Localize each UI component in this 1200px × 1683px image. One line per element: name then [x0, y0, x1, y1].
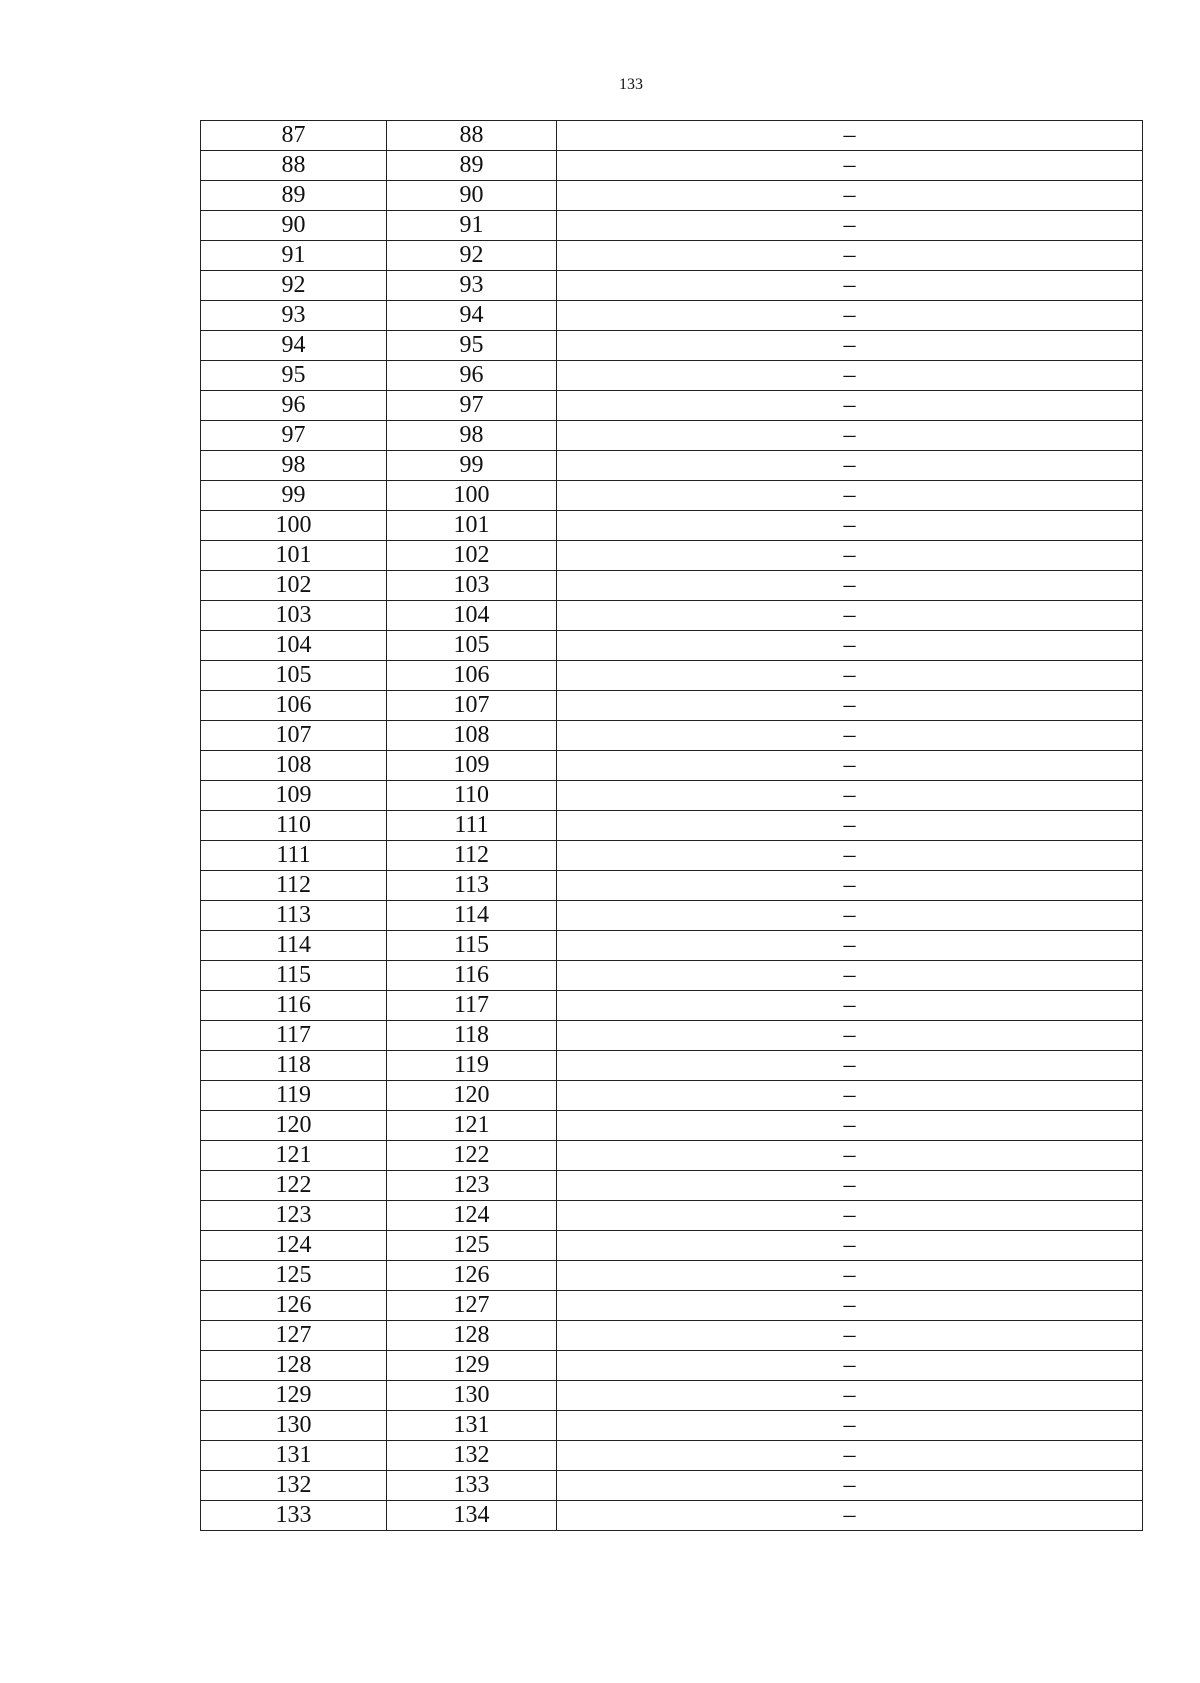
cell-value: –: [557, 481, 1143, 511]
cell-value: –: [557, 1081, 1143, 1111]
cell-from: 112: [201, 871, 387, 901]
table-row: [201, 1501, 1143, 1531]
data-table: [200, 120, 1143, 1531]
cell-to: 121: [387, 1111, 557, 1141]
cell-value: –: [557, 841, 1143, 871]
cell-to: 103: [387, 571, 557, 601]
table-row: [201, 391, 1143, 421]
table-row: [201, 571, 1143, 601]
table-row: [201, 1351, 1143, 1381]
cell-from: 95: [201, 361, 387, 391]
cell-value: –: [557, 241, 1143, 271]
table-row: [201, 1051, 1143, 1081]
cell-from: 126: [201, 1291, 387, 1321]
cell-from: 103: [201, 601, 387, 631]
table-row: [201, 361, 1143, 391]
cell-value: –: [557, 511, 1143, 541]
table-row: [201, 661, 1143, 691]
cell-value: –: [557, 451, 1143, 481]
table-row: [201, 421, 1143, 451]
table-row: [201, 331, 1143, 361]
table-row: [201, 1081, 1143, 1111]
cell-value: –: [557, 931, 1143, 961]
page-number: 133: [619, 76, 643, 93]
cell-to: 109: [387, 751, 557, 781]
cell-to: 116: [387, 961, 557, 991]
cell-value: –: [557, 541, 1143, 571]
cell-from: 111: [201, 841, 387, 871]
table-row: [201, 1261, 1143, 1291]
cell-to: 93: [387, 271, 557, 301]
table-row: [201, 1141, 1143, 1171]
cell-value: –: [557, 1261, 1143, 1291]
cell-value: –: [557, 871, 1143, 901]
cell-to: 134: [387, 1501, 557, 1531]
table-row: [201, 901, 1143, 931]
cell-to: 102: [387, 541, 557, 571]
cell-from: 92: [201, 271, 387, 301]
cell-value: –: [557, 421, 1143, 451]
cell-value: –: [557, 901, 1143, 931]
cell-to: 115: [387, 931, 557, 961]
cell-from: 120: [201, 1111, 387, 1141]
cell-from: 102: [201, 571, 387, 601]
cell-to: 118: [387, 1021, 557, 1051]
cell-value: –: [557, 391, 1143, 421]
table-row: [201, 181, 1143, 211]
cell-value: –: [557, 571, 1143, 601]
cell-to: 123: [387, 1171, 557, 1201]
cell-from: 119: [201, 1081, 387, 1111]
cell-value: –: [557, 271, 1143, 301]
cell-value: –: [557, 751, 1143, 781]
table-row: [201, 841, 1143, 871]
cell-from: 123: [201, 1201, 387, 1231]
cell-from: 127: [201, 1321, 387, 1351]
cell-value: –: [557, 331, 1143, 361]
cell-to: 119: [387, 1051, 557, 1081]
cell-value: –: [557, 691, 1143, 721]
cell-from: 110: [201, 811, 387, 841]
cell-to: 129: [387, 1351, 557, 1381]
cell-from: 96: [201, 391, 387, 421]
cell-value: –: [557, 601, 1143, 631]
cell-from: 93: [201, 301, 387, 331]
cell-to: 110: [387, 781, 557, 811]
cell-value: –: [557, 1381, 1143, 1411]
table-row: [201, 1291, 1143, 1321]
cell-value: –: [557, 961, 1143, 991]
cell-to: 89: [387, 151, 557, 181]
cell-from: 124: [201, 1231, 387, 1261]
table-row: [201, 1381, 1143, 1411]
cell-to: 98: [387, 421, 557, 451]
cell-from: 94: [201, 331, 387, 361]
table-row: [201, 241, 1143, 271]
cell-from: 113: [201, 901, 387, 931]
table-row: [201, 451, 1143, 481]
cell-to: 130: [387, 1381, 557, 1411]
cell-from: 128: [201, 1351, 387, 1381]
table-row: [201, 151, 1143, 181]
cell-to: 120: [387, 1081, 557, 1111]
cell-value: –: [557, 181, 1143, 211]
table-row: [201, 601, 1143, 631]
cell-value: –: [557, 1501, 1143, 1531]
cell-from: 115: [201, 961, 387, 991]
cell-to: 95: [387, 331, 557, 361]
table-row: [201, 1201, 1143, 1231]
cell-value: –: [557, 1111, 1143, 1141]
table-row: [201, 991, 1143, 1021]
cell-to: 125: [387, 1231, 557, 1261]
table-row: [201, 781, 1143, 811]
cell-from: 98: [201, 451, 387, 481]
table-row: [201, 1411, 1143, 1441]
cell-to: 108: [387, 721, 557, 751]
cell-value: –: [557, 1441, 1143, 1471]
cell-to: 113: [387, 871, 557, 901]
table-row: [201, 871, 1143, 901]
table-row: [201, 541, 1143, 571]
table-row: [201, 271, 1143, 301]
cell-from: 88: [201, 151, 387, 181]
table-row: [201, 1111, 1143, 1141]
cell-to: 106: [387, 661, 557, 691]
cell-from: 105: [201, 661, 387, 691]
cell-to: 117: [387, 991, 557, 1021]
cell-value: –: [557, 211, 1143, 241]
cell-to: 114: [387, 901, 557, 931]
table-row: [201, 301, 1143, 331]
cell-value: –: [557, 1021, 1143, 1051]
cell-value: –: [557, 1141, 1143, 1171]
cell-from: 117: [201, 1021, 387, 1051]
cell-from: 107: [201, 721, 387, 751]
cell-to: 100: [387, 481, 557, 511]
cell-to: 128: [387, 1321, 557, 1351]
cell-value: –: [557, 151, 1143, 181]
table-row: [201, 1231, 1143, 1261]
cell-value: –: [557, 631, 1143, 661]
cell-to: 131: [387, 1411, 557, 1441]
table-row: [201, 961, 1143, 991]
table-row: [201, 1171, 1143, 1201]
cell-from: 132: [201, 1471, 387, 1501]
table-row: [201, 1321, 1143, 1351]
table-body: [201, 121, 1143, 1531]
table-row: [201, 1471, 1143, 1501]
cell-to: 88: [387, 121, 557, 151]
cell-to: 127: [387, 1291, 557, 1321]
cell-to: 133: [387, 1471, 557, 1501]
cell-from: 131: [201, 1441, 387, 1471]
cell-from: 106: [201, 691, 387, 721]
table-row: [201, 931, 1143, 961]
cell-value: –: [557, 781, 1143, 811]
cell-from: 100: [201, 511, 387, 541]
cell-from: 130: [201, 1411, 387, 1441]
cell-value: –: [557, 1411, 1143, 1441]
cell-from: 114: [201, 931, 387, 961]
cell-to: 107: [387, 691, 557, 721]
cell-to: 122: [387, 1141, 557, 1171]
table-row: [201, 1021, 1143, 1051]
cell-to: 99: [387, 451, 557, 481]
table-row: [201, 511, 1143, 541]
table-row: [201, 631, 1143, 661]
cell-from: 116: [201, 991, 387, 1021]
cell-to: 104: [387, 601, 557, 631]
cell-to: 132: [387, 1441, 557, 1471]
cell-value: –: [557, 361, 1143, 391]
cell-from: 99: [201, 481, 387, 511]
cell-to: 91: [387, 211, 557, 241]
cell-value: –: [557, 301, 1143, 331]
table-row: [201, 1441, 1143, 1471]
cell-to: 101: [387, 511, 557, 541]
table-row: [201, 211, 1143, 241]
table-row: [201, 121, 1143, 151]
cell-from: 129: [201, 1381, 387, 1411]
cell-from: 133: [201, 1501, 387, 1531]
cell-from: 101: [201, 541, 387, 571]
cell-value: –: [557, 811, 1143, 841]
cell-from: 97: [201, 421, 387, 451]
cell-value: –: [557, 721, 1143, 751]
cell-to: 97: [387, 391, 557, 421]
cell-to: 90: [387, 181, 557, 211]
table-row: [201, 481, 1143, 511]
cell-value: –: [557, 1471, 1143, 1501]
cell-from: 118: [201, 1051, 387, 1081]
table-row: [201, 691, 1143, 721]
cell-from: 125: [201, 1261, 387, 1291]
cell-from: 87: [201, 121, 387, 151]
cell-value: –: [557, 1171, 1143, 1201]
cell-value: –: [557, 1321, 1143, 1351]
cell-to: 126: [387, 1261, 557, 1291]
cell-from: 108: [201, 751, 387, 781]
table-row: [201, 811, 1143, 841]
table-row: [201, 751, 1143, 781]
cell-value: –: [557, 1231, 1143, 1261]
cell-value: –: [557, 1051, 1143, 1081]
cell-to: 111: [387, 811, 557, 841]
cell-from: 121: [201, 1141, 387, 1171]
cell-value: –: [557, 991, 1143, 1021]
cell-value: –: [557, 121, 1143, 151]
cell-from: 109: [201, 781, 387, 811]
cell-value: –: [557, 661, 1143, 691]
cell-value: –: [557, 1201, 1143, 1231]
cell-from: 122: [201, 1171, 387, 1201]
cell-value: –: [557, 1291, 1143, 1321]
cell-to: 94: [387, 301, 557, 331]
cell-from: 104: [201, 631, 387, 661]
cell-to: 112: [387, 841, 557, 871]
cell-value: –: [557, 1351, 1143, 1381]
table-row: [201, 721, 1143, 751]
cell-from: 91: [201, 241, 387, 271]
cell-to: 105: [387, 631, 557, 661]
cell-to: 124: [387, 1201, 557, 1231]
cell-to: 96: [387, 361, 557, 391]
cell-from: 89: [201, 181, 387, 211]
cell-from: 90: [201, 211, 387, 241]
cell-to: 92: [387, 241, 557, 271]
